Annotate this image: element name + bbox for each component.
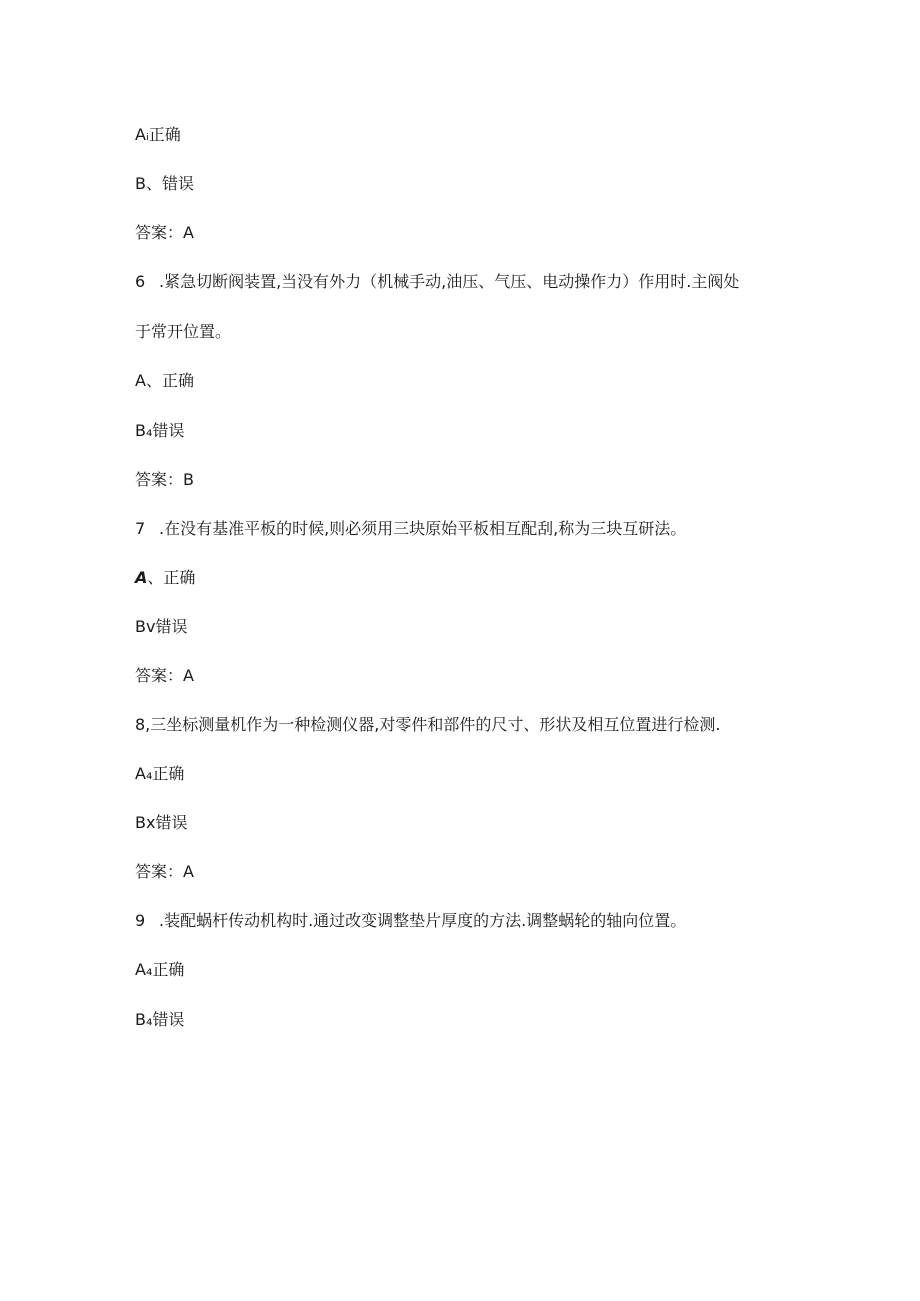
- q7-stem: .在没有基准平板的时候,则必须用三块原始平板相互配刮,称为三块互研法。: [159, 519, 687, 538]
- q7-option-b: Bv错误: [135, 617, 188, 636]
- q8-text: 8,三坐标测量机作为一种检测仪器,对零件和部件的尺寸、形状及相互位置进行检测.: [135, 715, 721, 734]
- q9-text: [135, 910, 686, 932]
- q6-text-line1: [135, 271, 739, 293]
- q5-answer: 答案：A: [135, 223, 194, 242]
- q7-option-a-text: 、正确: [147, 568, 196, 587]
- q7-option-a-letter: A: [135, 568, 148, 587]
- q6-number: 6: [135, 272, 146, 291]
- q8-option-a: A₄正确: [135, 764, 185, 783]
- q9-stem: .装配蜗杆传动机构时.通过改变调整垫片厚度的方法.调整蜗轮的轴向位置。: [159, 911, 687, 930]
- q9-option-b: B₄错误: [135, 1010, 185, 1029]
- q8-option-b: Bx错误: [135, 813, 188, 832]
- q9-number: 9: [135, 911, 146, 930]
- q9-option-a: A₄正确: [135, 960, 185, 979]
- q7-number: 7: [135, 519, 146, 538]
- q8-answer: 答案：A: [135, 862, 194, 881]
- q7-answer: 答案：A: [135, 666, 194, 685]
- q5-option-b: B、错误: [135, 174, 194, 193]
- q6-stem: .紧急切断阀装置,当没有外力（机械手动,油压、气压、电动操作力）作用时.主阀处: [159, 272, 740, 291]
- q7-option-a: [135, 567, 195, 589]
- q5-option-a: Aᵢ正确: [135, 125, 181, 144]
- q6-option-a: A、正确: [135, 371, 194, 390]
- q6-text-line2: 于常开位置。: [135, 322, 232, 341]
- q6-option-b: B₄错误: [135, 421, 185, 440]
- q6-answer: 答案：B: [135, 470, 194, 489]
- q7-text: [135, 518, 686, 540]
